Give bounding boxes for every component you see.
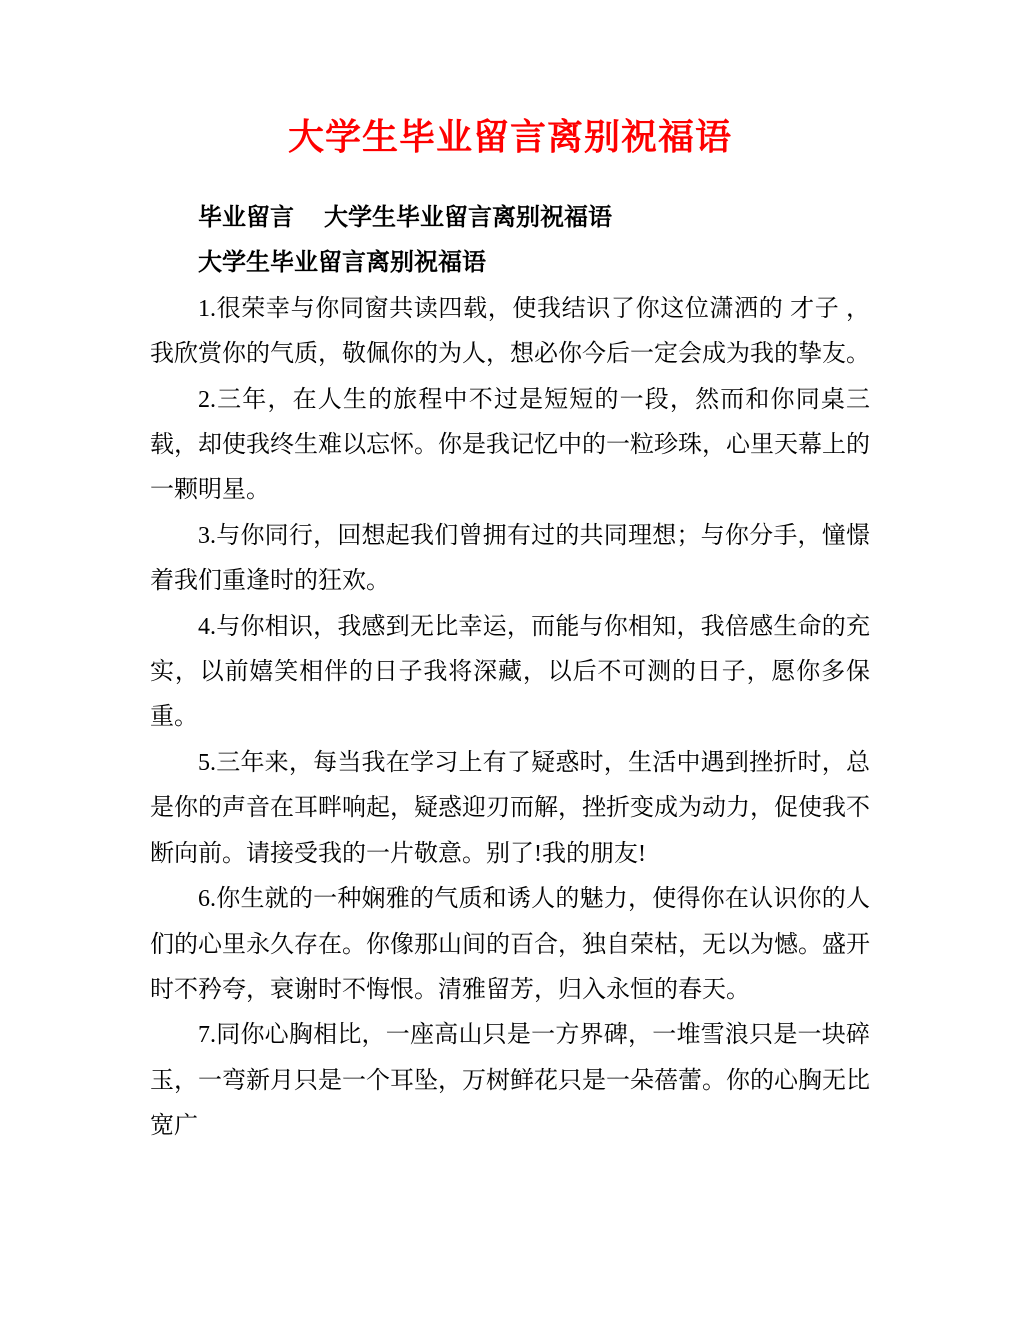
paragraph-6: 6.你生就的一种娴雅的气质和诱人的魅力，使得你在认识你的人们的心里永久存在。你像那山间的百合，独自荣枯，无以为憾。盛开时不矜夸，衰谢时不悔恨。清雅留芳，归入永恒的春天。 <box>150 886 870 1003</box>
document-title: 大学生毕业留言离别祝福语 <box>287 117 732 157</box>
paragraph-2: 2.三年，在人生的旅程中不过是短短的一段，然而和你同桌三载，却使我终生难以忘怀。你是我记忆中的一粒珍珠，心里天幕上的一颗明星。 <box>150 386 870 504</box>
subtitle-line-1: 毕业留言 大学生毕业留言离别祝福语 <box>198 205 612 231</box>
document-body <box>0 196 1020 1150</box>
subtitle-line-2: 大学生毕业留言离别祝福语 <box>198 250 486 277</box>
paragraph-5: 5.三年来，每当我在学习上有了疑惑时，生活中遇到挫折时，总是你的声音在耳畔响起，疑惑迎刃而解，挫折变成为动力，促使我不断向前。请接受我的一片敬意。别了!我的朋友! <box>150 749 870 867</box>
paragraph-7: 7.同你心胸相比，一座高山只是一方界碑，一堆雪浪只是一块碎玉，一弯新月只是一个耳坠，万树鲜花只是一朵蓓蕾。你的心胸无比宽广 <box>150 1022 870 1140</box>
paragraph-1: 1.很荣幸与你同窗共读四载，使我结识了你这位潇洒的 才子 ，我欣赏你的气质，敬佩你的为人，想必你今后一定会成为我的挚友。 <box>150 295 870 368</box>
paragraph-4: 4.与你相识，我感到无比幸运，而能与你相知，我倍感生命的充实，以前嬉笑相伴的日子我将深藏，以后不可测的日子，愿你多保重。 <box>150 613 870 731</box>
paragraph-3: 3.与你同行，回想起我们曾拥有过的共同理想；与你分手，憧憬着我们重逢时的狂欢。 <box>150 522 870 595</box>
